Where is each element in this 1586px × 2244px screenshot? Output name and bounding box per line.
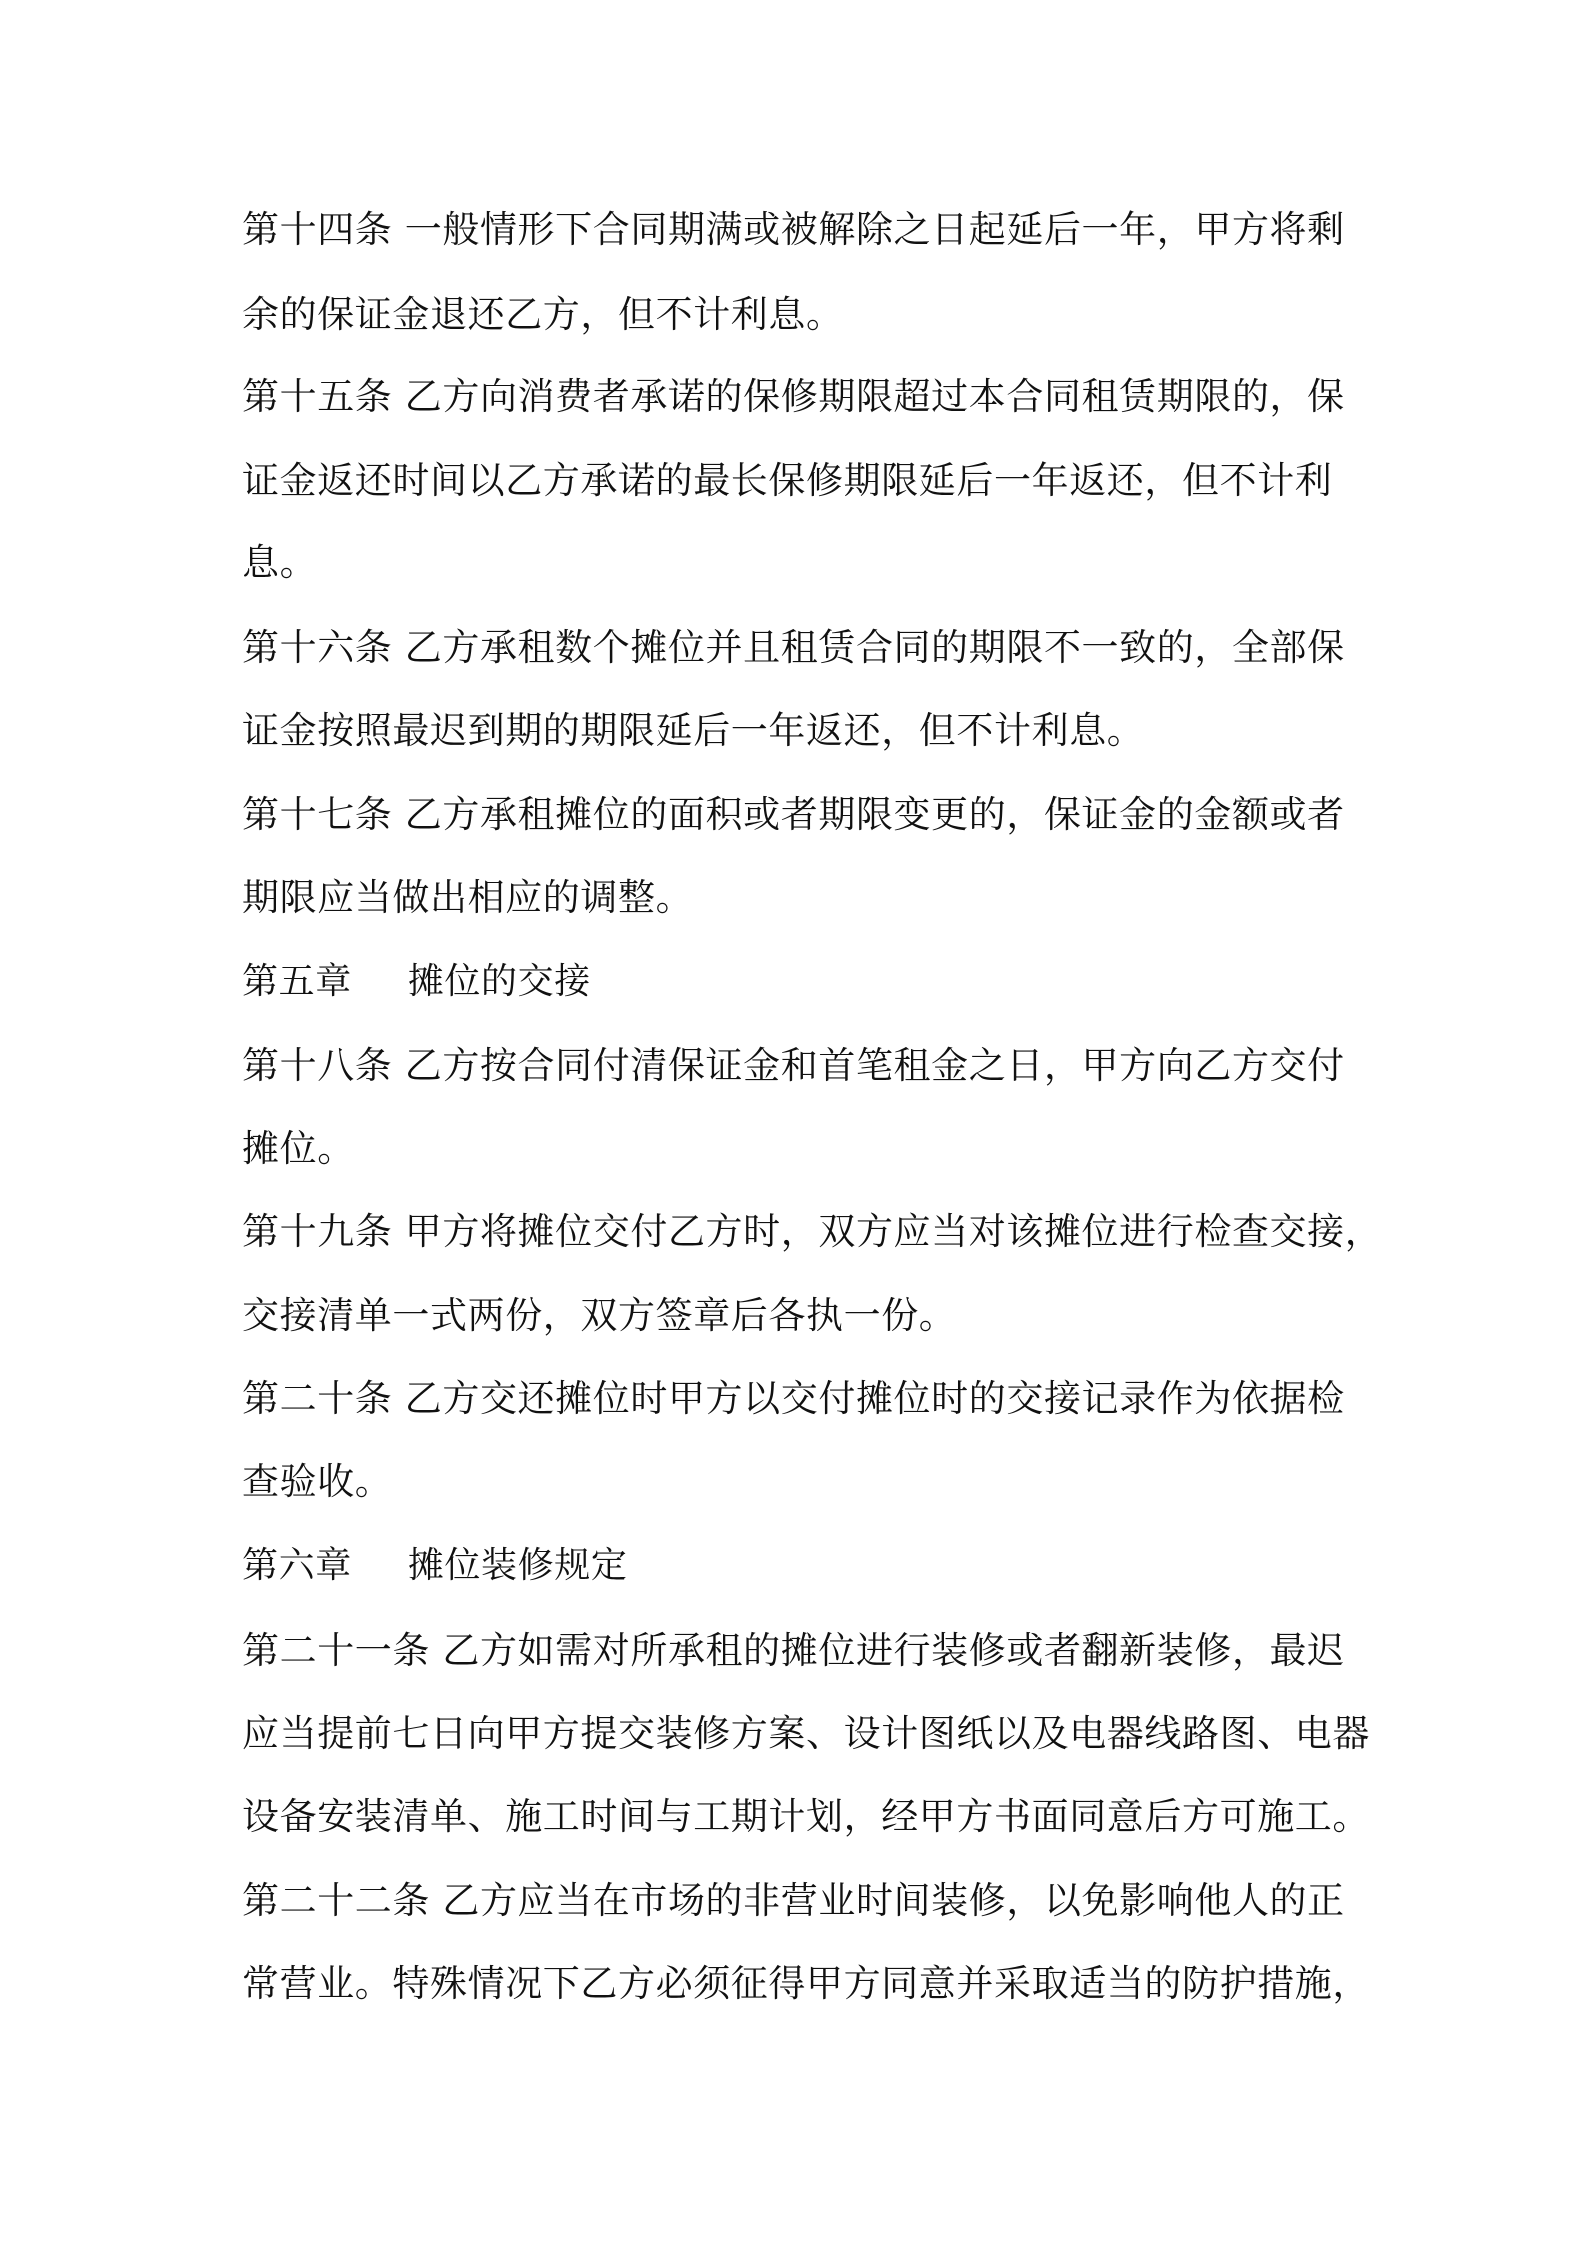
text-line: 第十九条 甲方将摊位交付乙方时，双方应当对该摊位进行检查交接， — [242, 1210, 1383, 1253]
chapter-number: 第六章 — [242, 1545, 352, 1586]
text-line: 证金返还时间以乙方承诺的最长保修期限延后一年返还，但不计利 — [242, 459, 1333, 502]
text-line: 第二十二条 乙方应当在市场的非营业时间装修，以免影响他人的正 — [242, 1879, 1345, 1922]
text-line: 摊位。 — [242, 1127, 355, 1170]
text-line: 期限应当做出相应的调整。 — [242, 876, 694, 919]
chapter-heading — [242, 957, 591, 1007]
text-line: 第十六条 乙方承租数个摊位并且租赁合同的期限不一致的，全部保 — [242, 626, 1345, 669]
text-line: 交接清单一式两份，双方签章后各执一份。 — [242, 1294, 957, 1337]
text-line: 查验收。 — [242, 1460, 393, 1503]
chapter-heading — [242, 1541, 627, 1591]
text-line: 证金按照最迟到期的期限延后一年返还，但不计利息。 — [242, 709, 1145, 752]
text-line: 应当提前七日向甲方提交装修方案、设计图纸以及电器线路图、电器 — [242, 1712, 1370, 1755]
text-line: 息。 — [242, 541, 318, 584]
text-line: 常营业。特殊情况下乙方必须征得甲方同意并采取适当的防护措施， — [242, 1962, 1370, 2005]
text-line: 余的保证金退还乙方，但不计利息。 — [242, 293, 844, 336]
text-line: 第二十条 乙方交还摊位时甲方以交付摊位时的交接记录作为依据检 — [242, 1377, 1345, 1420]
text-line: 第十八条 乙方按合同付清保证金和首笔租金之日，甲方向乙方交付 — [242, 1044, 1345, 1087]
chapter-number: 第五章 — [242, 961, 352, 1002]
text-line: 第十四条 一般情形下合同期满或被解除之日起延后一年，甲方将剩 — [242, 208, 1345, 251]
chapter-title: 摊位的交接 — [407, 961, 591, 1002]
text-line: 第十五条 乙方向消费者承诺的保修期限超过本合同租赁期限的，保 — [242, 375, 1345, 418]
text-line: 第十七条 乙方承租摊位的面积或者期限变更的，保证金的金额或者 — [242, 793, 1345, 836]
text-line: 设备安装清单、施工时间与工期计划，经甲方书面同意后方可施工。 — [242, 1795, 1370, 1838]
chapter-title: 摊位装修规定 — [407, 1545, 628, 1586]
text-line: 第二十一条 乙方如需对所承租的摊位进行装修或者翻新装修，最迟 — [242, 1629, 1345, 1672]
